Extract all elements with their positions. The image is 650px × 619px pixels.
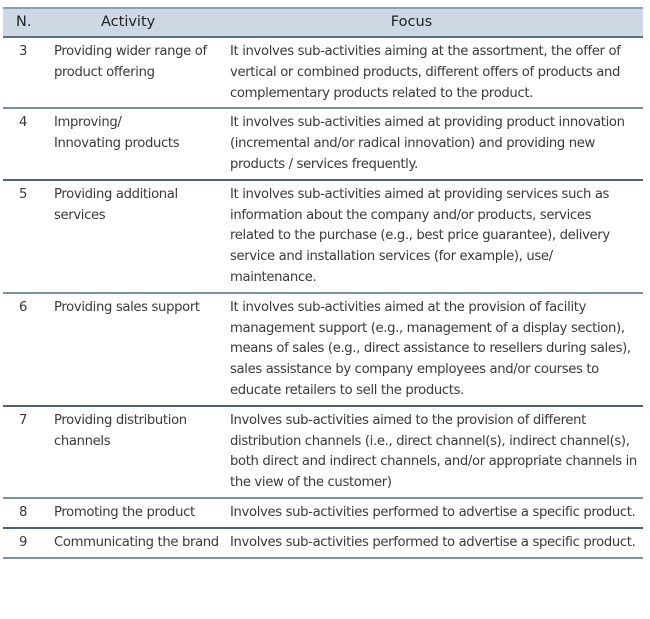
table-row bbox=[3, 528, 643, 558]
row-activity: Communicating the brand bbox=[51, 528, 230, 558]
table-header bbox=[3, 8, 643, 37]
row-focus: It involves sub-activities aiming at the assortment, the offer of vertical or combined products, different offers of products and complementary products related to the product. bbox=[230, 37, 643, 108]
row-focus: Involves sub-activities aimed to the provision of different distribution channels (i.e., direct channel(s), indirect channel(s), both direct and indirect channels, and/or appropriate channels in the view of the customer) bbox=[230, 406, 643, 498]
row-activity bbox=[51, 108, 230, 179]
row-focus: It involves sub-activities aimed at the provision of facility management support (e.g., management of a display section), means of sales (e.g., direct assistance to resellers during sales), sales assistance by company employees and/or courses to educate retailers to sell the products. bbox=[230, 293, 643, 406]
activity-line: Improving/ bbox=[54, 115, 122, 131]
table-body bbox=[3, 37, 643, 558]
row-number: 6 bbox=[3, 293, 51, 406]
row-focus: Involves sub-activities performed to advertise a specific product. bbox=[230, 498, 643, 528]
activity-table bbox=[3, 7, 643, 559]
row-number: 3 bbox=[3, 37, 51, 108]
row-focus: It involves sub-activities aimed at providing services such as information about the company and/or products, services related to the purchase (e.g., best price guarantee), delivery service and installation services (for example), use/ maintenance. bbox=[230, 180, 643, 293]
row-activity: Providing additional services bbox=[51, 180, 230, 293]
row-number: 4 bbox=[3, 108, 51, 179]
header-number: N. bbox=[3, 8, 51, 37]
row-activity: Providing distribution channels bbox=[51, 406, 230, 498]
header-row bbox=[3, 8, 643, 37]
row-activity: Providing wider range of product offering bbox=[51, 37, 230, 108]
table-row bbox=[3, 293, 643, 406]
table-row bbox=[3, 37, 643, 108]
table-row bbox=[3, 108, 643, 179]
activity-table-container bbox=[3, 7, 643, 559]
header-activity: Activity bbox=[51, 8, 230, 37]
header-focus: Focus bbox=[230, 8, 643, 37]
row-focus: Involves sub-activities performed to advertise a specific product. bbox=[230, 528, 643, 558]
table-row bbox=[3, 498, 643, 528]
row-number: 9 bbox=[3, 528, 51, 558]
table-row bbox=[3, 406, 643, 498]
table-row bbox=[3, 180, 643, 293]
row-activity: Providing sales support bbox=[51, 293, 230, 406]
row-number: 8 bbox=[3, 498, 51, 528]
row-number: 7 bbox=[3, 406, 51, 498]
activity-line: Innovating products bbox=[54, 136, 180, 152]
row-focus: It involves sub-activities aimed at providing product innovation (incremental and/or radical innovation) and providing new products / services frequently. bbox=[230, 108, 643, 179]
row-activity: Promoting the product bbox=[51, 498, 230, 528]
row-number: 5 bbox=[3, 180, 51, 293]
